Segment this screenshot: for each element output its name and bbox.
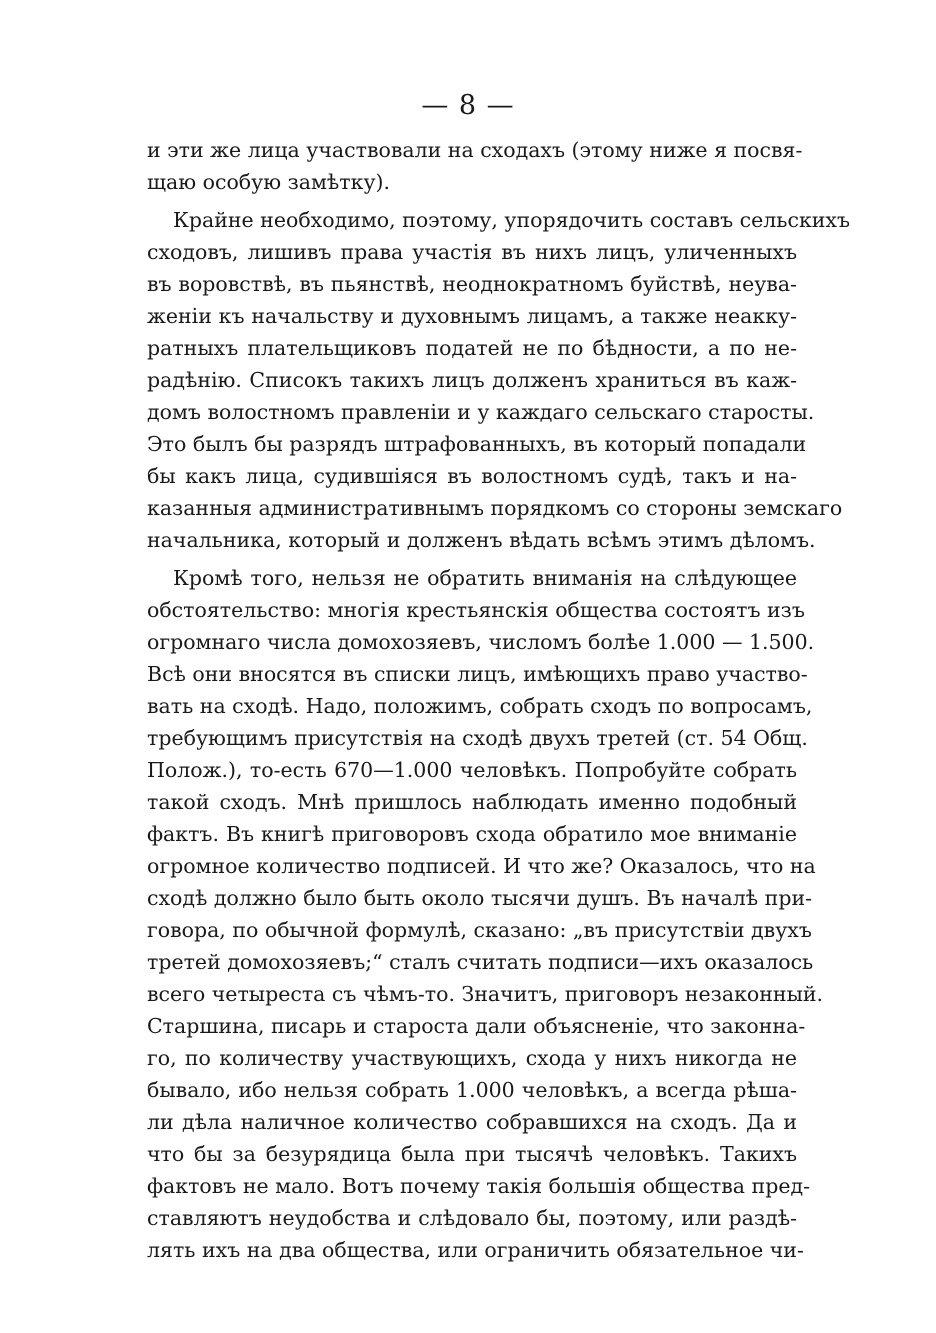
- text-line: Кромѣ того, нельзя не обратить вниманія на слѣдующее: [173, 566, 797, 590]
- text-line: третей домохозяевъ;“ сталъ считать подписи—ихъ оказалось: [147, 950, 814, 974]
- text-line: радѣнію. Списокъ такихъ лицъ долженъ храниться въ каж-: [147, 368, 797, 392]
- text-line: огромнаго числа домохозяевъ, числомъ болѣе 1.000 — 1.500.: [147, 630, 815, 654]
- text-line: бы какъ лица, судившіяся въ волостномъ судѣ, такъ и на-: [147, 464, 797, 488]
- text-line: такой сходъ. Мнѣ пришлось наблюдать именно подобный: [147, 790, 797, 814]
- text-line: и эти же лица участвовали на сходахъ (этому ниже я посвя-: [147, 138, 803, 162]
- text-line: вать на сходѣ. Надо, положимъ, собрать сходъ по вопросамъ,: [147, 694, 813, 718]
- body-text: [147, 134, 851, 1266]
- text-line: въ воровствѣ, въ пьянствѣ, неоднократномъ буйствѣ, неува-: [147, 272, 797, 296]
- paragraph: [147, 204, 851, 556]
- text-line: что бы за безурядица была при тысячѣ человѣкъ. Такихъ: [147, 1142, 797, 1166]
- text-line: обстоятельство: многія крестьянскія общества состоятъ изъ: [147, 598, 805, 622]
- text-line: щаю особую замѣтку).: [147, 170, 391, 194]
- text-line: сходѣ должно было быть около тысячи душъ. Въ началѣ при-: [147, 886, 813, 910]
- text-line: ставляютъ неудобства и слѣдовало бы, поэтому, или раздѣ-: [147, 1206, 797, 1230]
- text-line: лять ихъ на два общества, или ограничить обязательное чи-: [147, 1238, 804, 1262]
- text-line: домъ волостномъ правленіи и у каждаго сельскаго старосты.: [147, 400, 815, 424]
- text-line: Крайне необходимо, поэтому, упорядочить составъ сельскихъ: [173, 208, 851, 232]
- paragraph: [147, 562, 824, 1266]
- text-line: бывало, ибо нельзя собрать 1.000 человѣкъ, а всегда рѣша-: [147, 1078, 797, 1102]
- text-line: ратныхъ плательщиковъ податей не по бѣдности, а по не-: [147, 336, 797, 360]
- text-line: казанныя административнымъ порядкомъ со стороны земскаго: [147, 496, 843, 520]
- paragraph: [147, 134, 803, 198]
- text-line: го, по количеству участвующихъ, схода у нихъ никогда не: [147, 1046, 797, 1070]
- text-line: Полож.), то-есть 670—1.000 человѣкъ. Попробуйте собрать: [147, 758, 797, 782]
- text-line: Старшина, писарь и староста дали объясненіе, что законна-: [147, 1014, 806, 1038]
- text-line: требующимъ присутствія на сходѣ двухъ третей (ст. 54 Общ.: [147, 726, 808, 750]
- text-line: огромное количество подписей. И что же? Оказалось, что на: [147, 854, 816, 878]
- text-line: сходовъ, лишивъ права участія въ нихъ лицъ, уличенныхъ: [147, 240, 797, 264]
- text-line: Это былъ бы разрядъ штрафованныхъ, въ который попадали: [147, 432, 807, 456]
- text-line: фактовъ не мало. Вотъ почему такія большія общества пред-: [147, 1174, 811, 1198]
- text-line: женіи къ начальству и духовнымъ лицамъ, а также неакку-: [147, 304, 797, 328]
- page-number: — 8 —: [421, 90, 515, 121]
- text-line: ли дѣла наличное количество собравшихся на сходъ. Да и: [147, 1110, 797, 1134]
- text-line: говора, по обычной формулѣ, сказано: „въ присутствіи двухъ: [147, 918, 812, 942]
- text-line: всего четыреста съ чѣмъ-то. Значитъ, приговоръ незаконный.: [147, 982, 824, 1006]
- text-line: фактъ. Въ книгѣ приговоровъ схода обратило мое вниманіе: [147, 822, 797, 846]
- text-line: Всѣ они вносятся въ списки лицъ, имѣющихъ право участво-: [147, 662, 808, 686]
- text-line: начальника, который и долженъ вѣдать всѣмъ этимъ дѣломъ.: [147, 528, 816, 552]
